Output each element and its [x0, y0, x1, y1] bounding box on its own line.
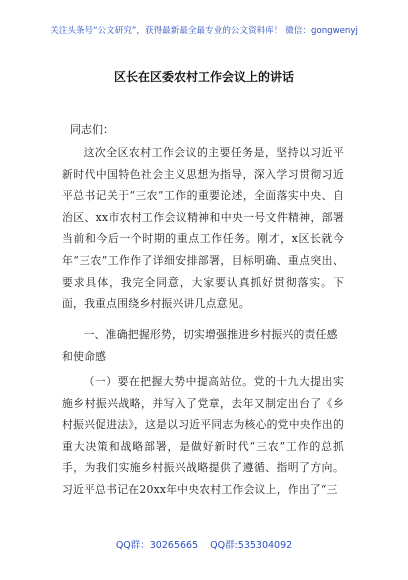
body-paragraph: 这次全区农村工作会议的主要任务是，坚持以习近平新时代中国特色社会主义思想为指导，深入学习贯彻习近平总书记关于“三农”工作的重要论述，全面落实中央、自治区、xx市农村工作会议精神和中央一号文件精神，部署当前和今后一个时期的重点工作任务。刚才，x区长就今年“三农”工作作了详细安排部署，目标明确、重点突出、要求具体，我完全同意，大家要认真抓好贯彻落实。下面，我重点围绕乡村振兴讲几点意见。 [62, 146, 344, 311]
body-paragraph: （一）要在把握大势中提高站位。党的十九大提出实施乡村振兴战略，并写入了党章，去年又制定出台了《乡村振兴促进法》，这是以习近平同志为核心的党中央作出的重大决策和战略部署，是做好新时代“三农”工作的总抓手，为我们实施乡村振兴战略提供了遵循、指明了方向。习近平总书记在20xx年中央农村工作会议上，作出了“三 [62, 375, 344, 496]
footer-qq-group-1: QQ群：30265665 [115, 540, 199, 551]
salutation: 同志们： [70, 123, 114, 136]
footer [0, 537, 408, 551]
section-heading: 一、准确把握形势，切实增强推进乡村振兴的责任感和使命感 [62, 328, 338, 363]
footer-qq-group-2: QQ群:535304092 [210, 540, 293, 551]
header-note: 关注头条号“公文研究”，获得最新最全最专业的公文资料库！ 微信：gongwenyj [50, 26, 358, 36]
page-title: 区长在区委农村工作会议上的讲话 [113, 70, 294, 84]
